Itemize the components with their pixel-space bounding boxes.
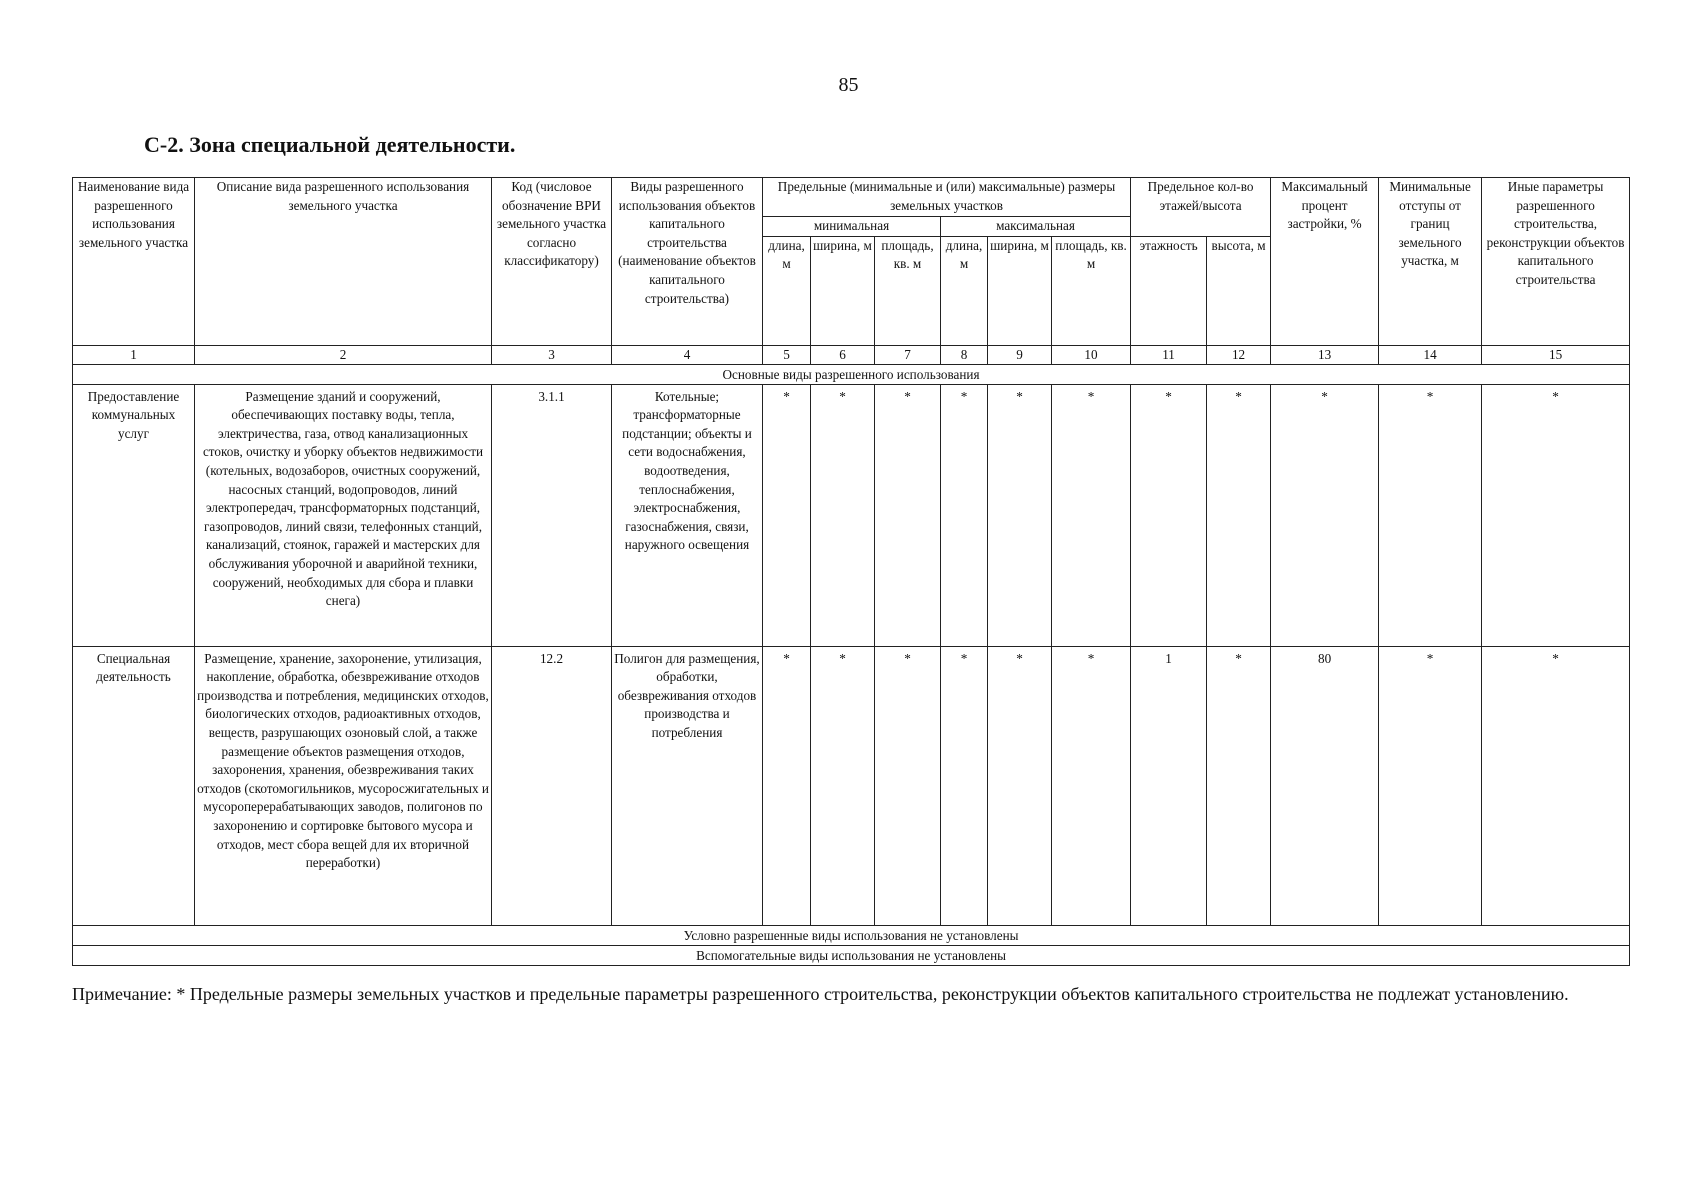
row-min-width: * xyxy=(811,646,875,925)
row-other: * xyxy=(1482,646,1630,925)
row-floors: 1 xyxy=(1131,646,1207,925)
header-code: Код (числовое обозначение ВРИ земельного участка согласно классификатору) xyxy=(492,178,612,346)
zoning-table xyxy=(72,177,1630,966)
column-number: 5 xyxy=(763,345,811,364)
row-max-area: * xyxy=(1052,646,1131,925)
page-title: С-2. Зона специальной деятельности. xyxy=(144,132,516,157)
column-number: 12 xyxy=(1207,345,1271,364)
column-number: 8 xyxy=(941,345,988,364)
header-minimum: минимальная xyxy=(763,217,941,237)
header-max-length: длина, м xyxy=(941,236,988,345)
row-height: * xyxy=(1207,384,1271,646)
table-row xyxy=(73,384,1630,646)
row-coverage: 80 xyxy=(1271,646,1379,925)
column-number: 11 xyxy=(1131,345,1207,364)
header-coverage: Максимальный процент застройки, % xyxy=(1271,178,1379,346)
column-number: 4 xyxy=(612,345,763,364)
header-other-params: Иные параметры разрешенного строительства, реконструкции объектов капитального строительства xyxy=(1482,178,1630,346)
row-min-length: * xyxy=(763,384,811,646)
row-height: * xyxy=(1207,646,1271,925)
row-coverage: * xyxy=(1271,384,1379,646)
page-number: 85 xyxy=(838,74,859,96)
column-number: 1 xyxy=(73,345,195,364)
header-setback: Минимальные отступы от границ земельного участка, м xyxy=(1379,178,1482,346)
row-max-width: * xyxy=(988,646,1052,925)
column-number: 9 xyxy=(988,345,1052,364)
header-description: Описание вида разрешенного использования земельного участка xyxy=(195,178,492,346)
column-number: 2 xyxy=(195,345,492,364)
row-description: Размещение, хранение, захоронение, утилизация, накопление, обработка, обезвреживание отходов производства и потребления, медицинских отходов, биологических отходов, радиоактивных отходов, веществ, разрушающих озоновый слой, а также размещение объектов размещения отходов, захоронения, хранения, обезвреживания таких отходов (скотомогильников, мусоросжигательных и мусороперерабатывающих заводов, полигонов по захоронению и сортировке бытового мусора и отходов, мест сбора вещей для их вторичной переработки) xyxy=(195,646,492,925)
section-conditional-uses xyxy=(73,925,1630,945)
column-number: 14 xyxy=(1379,345,1482,364)
column-number: 13 xyxy=(1271,345,1379,364)
header-name: Наименование вида разрешенного использования земельного участка xyxy=(73,178,195,346)
row-max-length: * xyxy=(941,646,988,925)
row-max-length: * xyxy=(941,384,988,646)
section-label: Условно разрешенные виды использования не установлены xyxy=(73,925,1630,945)
row-setback: * xyxy=(1379,384,1482,646)
header-max-area: площадь, кв. м xyxy=(1052,236,1131,345)
header-objects: Виды разрешенного использования объектов капитального строительства (наименование объектов капитального строительства) xyxy=(612,178,763,346)
row-min-length: * xyxy=(763,646,811,925)
header-floor-count: этажность xyxy=(1131,236,1207,345)
section-label: Вспомогательные виды использования не установлены xyxy=(73,945,1630,965)
row-floors: * xyxy=(1131,384,1207,646)
column-number: 6 xyxy=(811,345,875,364)
row-max-width: * xyxy=(988,384,1052,646)
row-setback: * xyxy=(1379,646,1482,925)
row-name: Специальная деятельность xyxy=(73,646,195,925)
row-objects: Полигон для размещения, обработки, обезвреживания отходов производства и потребления xyxy=(612,646,763,925)
section-auxiliary-uses xyxy=(73,945,1630,965)
section-label: Основные виды разрешенного использования xyxy=(73,364,1630,384)
table-row xyxy=(73,646,1630,925)
header-min-width: ширина, м xyxy=(811,236,875,345)
row-other: * xyxy=(1482,384,1630,646)
row-name: Предоставление коммунальных услуг xyxy=(73,384,195,646)
row-code: 12.2 xyxy=(492,646,612,925)
header-maximum: максимальная xyxy=(941,217,1131,237)
row-objects: Котельные; трансформаторные подстанции; объекты и сети водоснабжения, водоотведения, теплоснабжения, электроснабжения, газоснабжения, связи, наружного освещения xyxy=(612,384,763,646)
header-max-width: ширина, м xyxy=(988,236,1052,345)
row-min-area: * xyxy=(875,384,941,646)
row-min-width: * xyxy=(811,384,875,646)
row-description: Размещение зданий и сооружений, обеспечивающих поставку воды, тепла, электричества, газа, отвод канализационных стоков, очистку и уборку объектов недвижимости (котельных, водозаборов, очистных сооружений, насосных станций, водопроводов, линий электропередач, трансформаторных подстанций, газопроводов, линий связи, телефонных станций, канализаций, стоянок, гаражей и мастерских для обслуживания уборочной и аварийной техники, сооружений, необходимых для сбора и плавки снега) xyxy=(195,384,492,646)
header-min-length: длина, м xyxy=(763,236,811,345)
header-row-1 xyxy=(73,178,1630,217)
section-main-uses xyxy=(73,364,1630,384)
header-plot-sizes: Предельные (минимальные и (или) максимальные) размеры земельных участков xyxy=(763,178,1131,217)
header-height: высота, м xyxy=(1207,236,1271,345)
header-floors-height: Предельное кол-во этажей/высота xyxy=(1131,178,1271,237)
row-max-area: * xyxy=(1052,384,1131,646)
column-number: 15 xyxy=(1482,345,1630,364)
footnote: Примечание: * Предельные размеры земельных участков и предельные параметры разрешенного строительства, реконструкции объектов капитального строительства не подлежат установлению. xyxy=(72,984,1569,1004)
row-code: 3.1.1 xyxy=(492,384,612,646)
header-min-area: площадь, кв. м xyxy=(875,236,941,345)
column-number: 10 xyxy=(1052,345,1131,364)
row-min-area: * xyxy=(875,646,941,925)
column-number: 7 xyxy=(875,345,941,364)
column-numbers-row xyxy=(73,345,1630,364)
column-number: 3 xyxy=(492,345,612,364)
